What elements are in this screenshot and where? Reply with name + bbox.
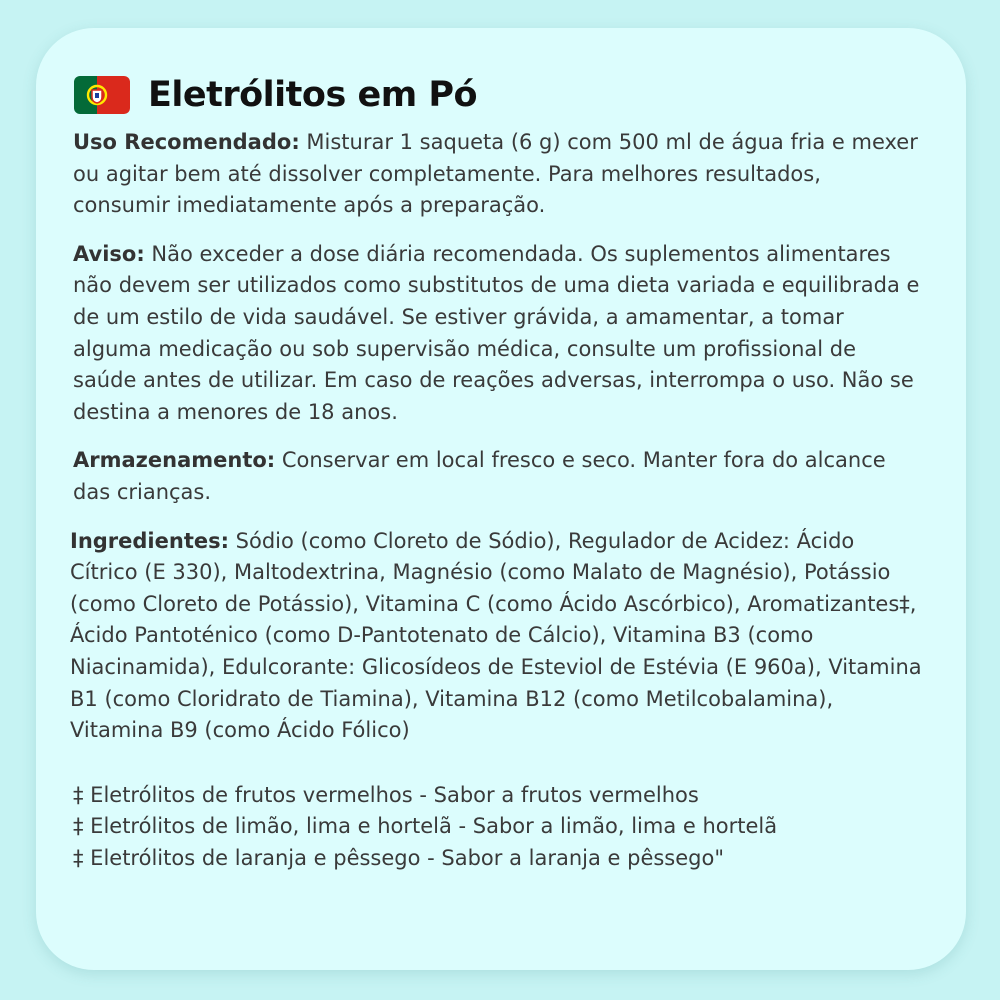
label-content xyxy=(70,127,923,874)
flavor-note: ‡ Eletrólitos de frutos vermelhos - Sabor a frutos vermelhos xyxy=(73,782,699,807)
usage-text: Misturar 1 saqueta (6 g) com 500 ml de água fria e mexer ou agitar bem até dissolver completamente. Para melhores resultados, consumir imediatamente após a preparação. xyxy=(73,130,918,218)
ingredients-text: Sódio (como Cloreto de Sódio), Regulador de Acidez: Ácido Cítrico (E 330), Maltodextrina, Magnésio (como Malato de Magnésio), Potássio (como Cloreto de Potássio), Vitamina C (como Ácido Ascórbico), Aromatizantes‡, Ácido Pantoténico (como D-Pantotenato de Cálcio), Vitamina B3 (como Niacinamida), Edulcorante: Glicosídeos de Esteviol de Estévia (E 960a), Vitamina B1 (como Cloridrato de Tiamina), Vitamina B12 (como Metilcobalamina), Vitamina B9 (como Ácido Fólico) xyxy=(70,528,922,743)
title-row xyxy=(74,72,477,118)
storage-section xyxy=(73,445,923,508)
storage-text: Conservar em local fresco e seco. Manter fora do alcance das crianças. xyxy=(73,448,886,504)
flavor-notes xyxy=(73,780,923,875)
warning-text: Não exceder a dose diária recomendada. Os suplementos alimentares não devem ser utilizados como substitutos de uma dieta variada e equilibrada e de um estilo de vida saudável. Se estiver grávida, a amamentar, a tomar alguma medicação ou sob supervisão médica, consulte um profissional de saúde antes de utilizar. Em caso de reações adversas, interrompa o uso. Não se destina a menores de 18 anos. xyxy=(73,241,920,424)
storage-label: Armazenamento: xyxy=(73,448,276,473)
flavor-note: ‡ Eletrólitos de limão, lima e hortelã - Sabor a limão, lima e hortelã xyxy=(73,814,778,839)
portugal-flag-icon xyxy=(74,76,130,114)
warning-label: Aviso: xyxy=(73,241,145,266)
page-title: Eletrólitos em Pó xyxy=(148,75,478,115)
usage-section xyxy=(73,127,923,222)
usage-label: Uso Recomendado: xyxy=(73,130,300,154)
flavor-note: ‡ Eletrólitos de laranja e pêssego - Sabor a laranja e pêssego" xyxy=(73,845,724,870)
ingredients-label: Ingredientes: xyxy=(70,528,229,553)
ingredients-section xyxy=(70,526,923,747)
warning-section xyxy=(73,239,923,429)
